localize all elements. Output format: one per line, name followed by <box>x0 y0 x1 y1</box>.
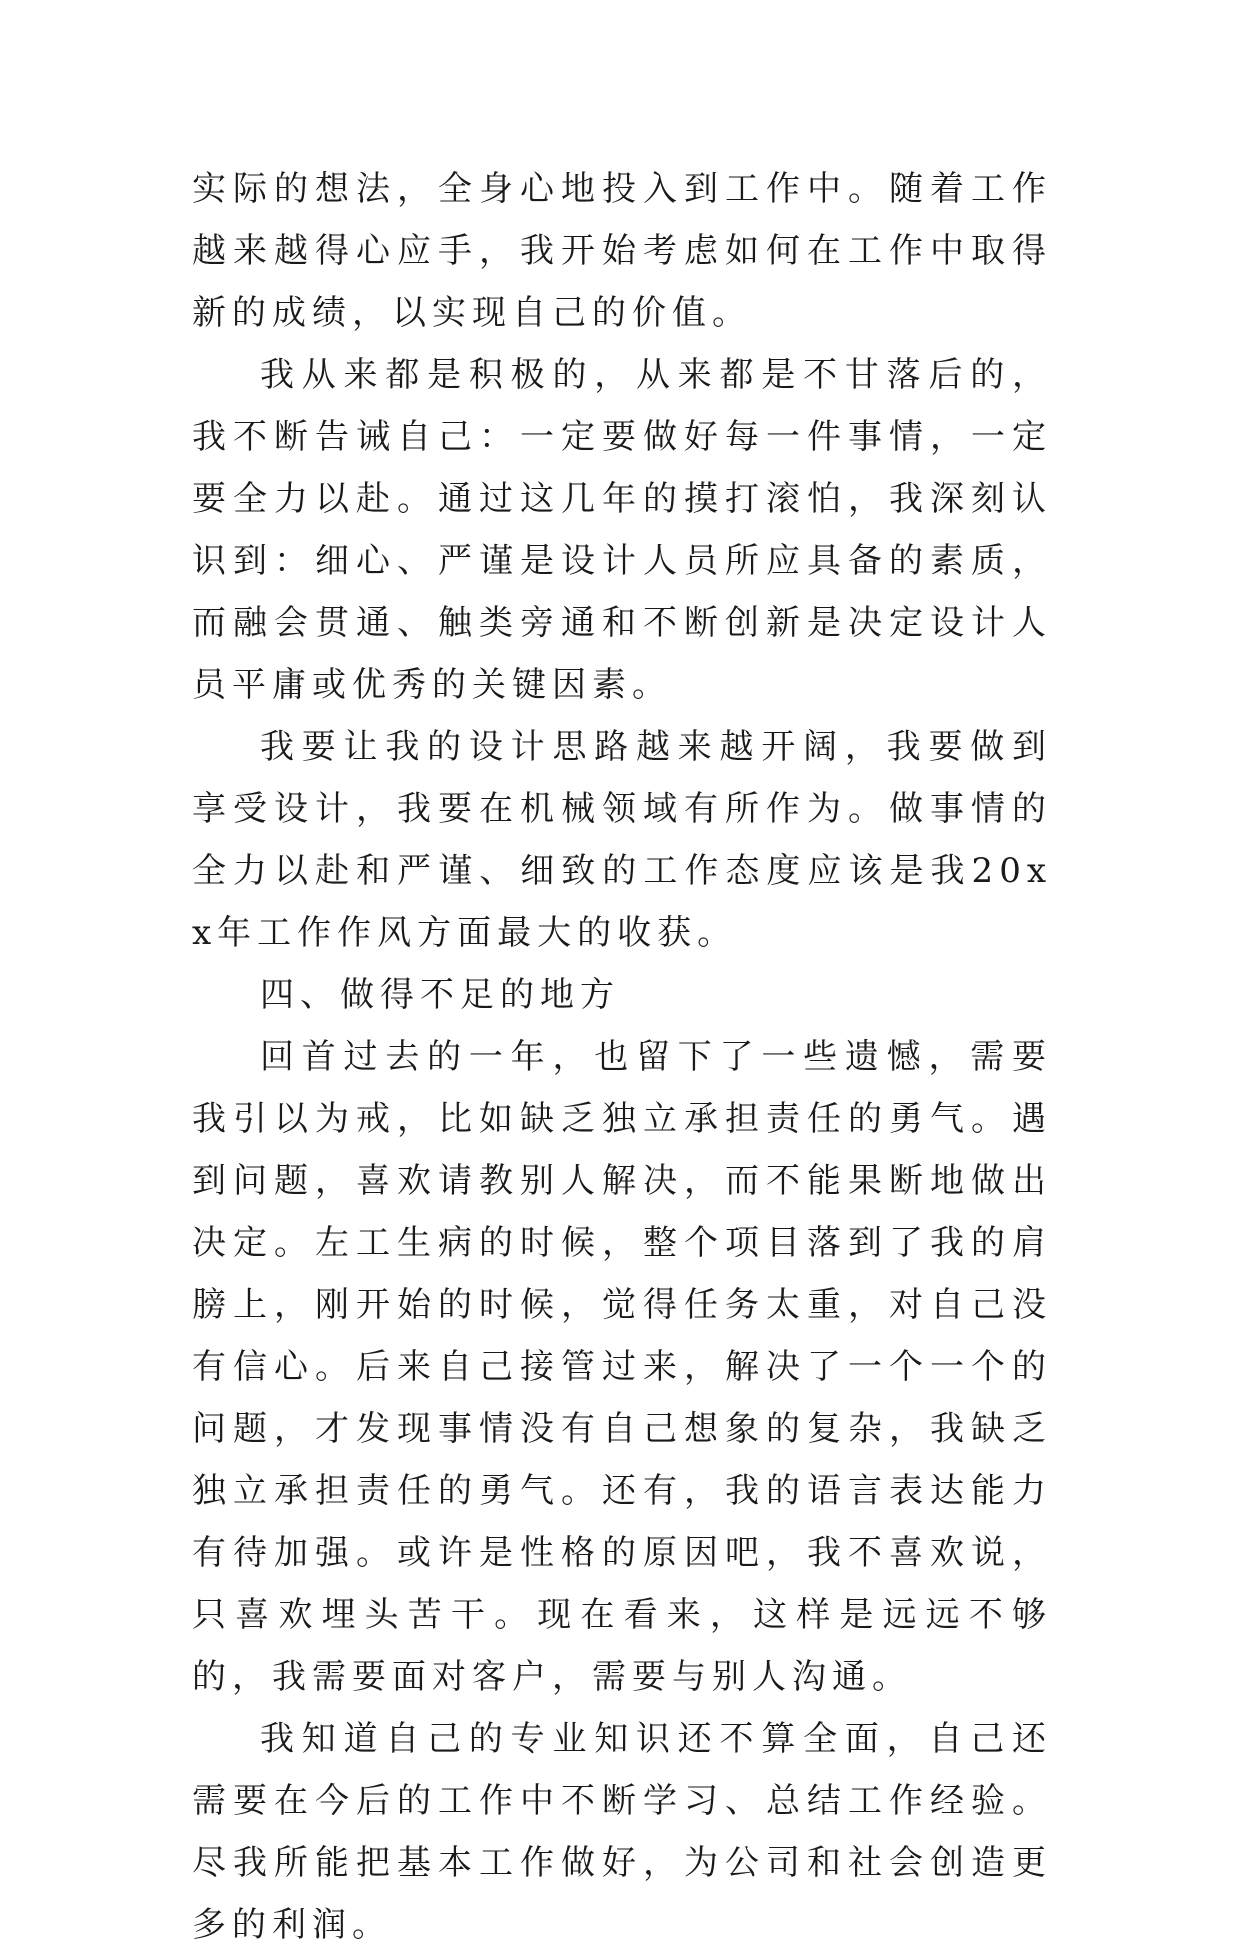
paragraph-design-goals: 我要让我的设计思路越来越开阔，我要做到享受设计，我要在机械领域有所作为。做事情的全力以赴和严谨、细致的工作态度应该是我20xx年工作作风方面最大的收获。 <box>192 727 1052 953</box>
document-body <box>192 158 1052 1956</box>
section-heading-shortcomings: 四、做得不足的地方 <box>260 975 620 1015</box>
paragraph-future: 我知道自己的专业知识还不算全面，自己还需要在今后的工作中不断学习、总结工作经验。尽我所能把基本工作做好，为公司和社会创造更多的利润。 <box>192 1719 1052 1945</box>
paragraph-shortcomings: 回首过去的一年，也留下了一些遗憾，需要我引以为戒，比如缺乏独立承担责任的勇气。遇到问题，喜欢请教别人解决，而不能果断地做出决定。左工生病的时候，整个项目落到了我的肩膀上，刚开始的时候，觉得任务太重，对自己没有信心。后来自己接管过来，解决了一个一个的问题，才发现事情没有自己想象的复杂，我缺乏独立承担责任的勇气。还有，我的语言表达能力有待加强。或许是性格的原因吧，我不喜欢说，只喜欢埋头苦干。现在看来，这样是远远不够的，我需要面对客户，需要与别人沟通。 <box>192 1037 1052 1697</box>
paragraph-attitude: 我从来都是积极的，从来都是不甘落后的，我不断告诫自己：一定要做好每一件事情，一定要全力以赴。通过这几年的摸打滚怕，我深刻认识到：细心、严谨是设计人员所应具备的素质，而融会贯通、触类旁通和不断创新是决定设计人员平庸或优秀的关键因素。 <box>192 355 1052 705</box>
paragraph-continuation: 实际的想法，全身心地投入到工作中。随着工作越来越得心应手，我开始考虑如何在工作中取得新的成绩，以实现自己的价值。 <box>192 169 1052 333</box>
